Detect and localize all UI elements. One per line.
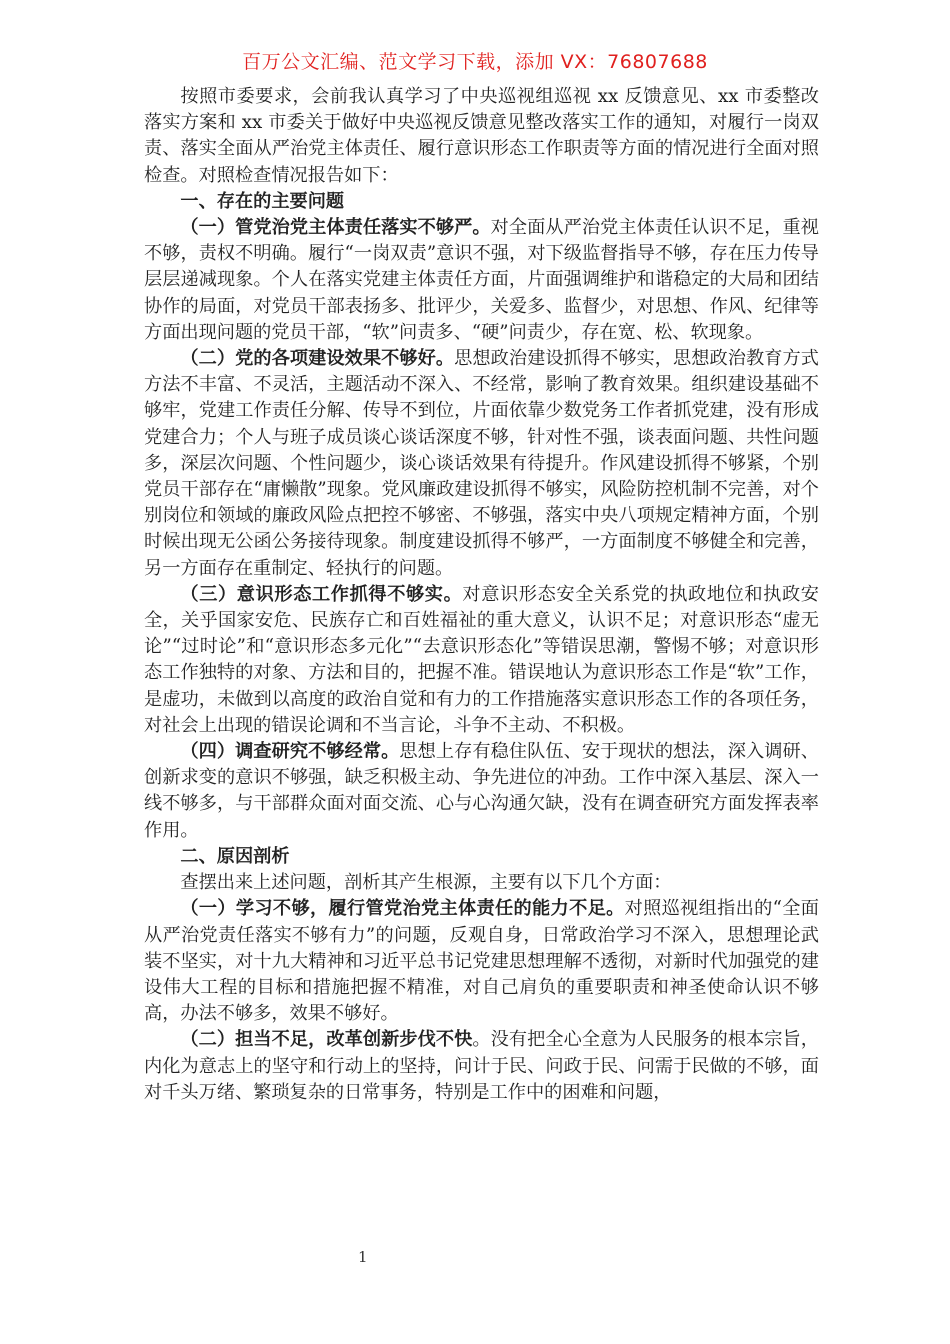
problem-paragraph xyxy=(144,346,819,582)
section-heading-causes: 二、原因剖析 xyxy=(180,845,290,867)
paragraph-text: 思想上存有稳住队伍、安于现状的想法，深入调研、创新求变的意识不够强，缺乏积极主动、争先进位的冲劲。工作中深入基层、深入一线不够多，与干部群众面对面交流、心与心沟通欠缺，没有在调查研究方面发挥表率作用。 xyxy=(144,741,819,841)
paragraph-lead: （三）意识形态工作抓得不够实。 xyxy=(180,583,463,605)
causes-intro-paragraph: 查摆出来上述问题，剖析其产生根源，主要有以下几个方面： xyxy=(180,872,672,894)
paragraph-lead: （二）担当不足，改革创新步伐不快 xyxy=(180,1029,473,1051)
paragraph-lead: （一）管党治党主体责任落实不够严。 xyxy=(180,217,491,239)
problem-paragraph xyxy=(144,739,819,844)
cause-paragraph xyxy=(144,1027,819,1106)
cause-paragraph xyxy=(144,896,819,1027)
intro-paragraph: 按照市委要求，会前我认真学习了中央巡视组巡视 xx 反馈意见、xx 市委整改落实方案和 xx 市委关于做好中央巡视反馈意见整改落实工作的通知，对履行一岗双责、落实全面从严治党主体责任、履行意识形态工作职责等方面的情况进行全面对照检查。对照检查情况报告如下： xyxy=(144,86,819,186)
page-number: 1 xyxy=(358,1248,368,1266)
paragraph-text: 对全面从严治党主体责任认识不足，重视不够，责权不明确。履行“一岗双责”意识不强，对下级监督指导不够，存在压力传导层层递减现象。个人在落实党建主体责任方面，片面强调维护和谐稳定的大局和团结协作的局面，对党员干部表扬多、批评少，关爱多、监督少，对思想、作风、纪律等方面出现问题的党员干部，“软”问责多、“硬”问责少，存在宽、松、软现象。 xyxy=(144,217,819,343)
problem-paragraph xyxy=(144,215,819,346)
paragraph-text: 对意识形态安全关系党的执政地位和执政安全，关乎国家安危、民族存亡和百姓福祉的重大意义，认识不足；对意识形态“虚无论”“过时论”和“意识形态多元化”“去意识形态化”等错误思潮，警惕不够；对意识形态工作独特的对象、方法和目的，把握不准。错误地认为意识形态工作是“软”工作，是虚功，未做到以高度的政治自觉和有力的工作措施落实意识形态工作的各项任务，对社会上出现的错误论调和不当言论，斗争不主动、不积极。 xyxy=(144,583,819,736)
section-heading-problems: 一、存在的主要问题 xyxy=(180,190,345,212)
paragraph-text: 对照巡视组指出的“全面从严治党责任落实不够有力”的问题，反观自身，日常政治学习不深入，思想理论武装不坚实，对十九大精神和习近平总书记党建思想理解不透彻，对新时代加强党的建设伟大工程的目标和措施把握不精准，对自己肩负的重要职责和神圣使命认识不够高，办法不够多，效果不够好。 xyxy=(144,898,819,1025)
paragraph-lead: （四）调查研究不够经常。 xyxy=(180,741,400,763)
paragraph-lead: （一）学习不够，履行管党治党主体责任的能力不足。 xyxy=(180,898,625,920)
paragraph-text: 思想政治建设抓得不够实，思想政治教育方式方法不丰富、不灵活，主题活动不深入、不经常，影响了教育效果。组织建设基础不够牢，党建工作责任分解、传导不到位，片面依靠少数党务工作者抓党建，没有形成党建合力；个人与班子成员谈心谈话深度不够，针对性不强，谈表面问题、共性问题多，深层次问题、个性问题少，谈心谈话效果有待提升。作风建设抓得不够紧，个别党员干部存在“庸懒散”现象。党风廉政建设抓得不够实，风险防控机制不完善，对个别岗位和领域的廉政风险点把控不够密、不够强，落实中央八项规定精神方面，个别时候出现无公函公务接待现象。制度建设抓得不够严，一方面制度不够健全和完善，另一方面存在重制定、轻执行的问题。 xyxy=(144,348,819,579)
paragraph-text: 。没有把全心全意为人民服务的根本宗旨，内化为意志上的坚守和行动上的坚持，问计于民、问政于民、问需于民做的不够，面对千头万绪、繁琐复杂的日常事务，特别是工作中的困难和问题， xyxy=(144,1029,819,1103)
document-body xyxy=(144,84,819,1106)
problem-paragraph xyxy=(144,582,819,739)
paragraph-lead: （二）党的各项建设效果不够好。 xyxy=(180,348,455,370)
watermark-header: 百万公文汇编、范文学习下载，添加 VX：76807688 xyxy=(242,51,708,73)
